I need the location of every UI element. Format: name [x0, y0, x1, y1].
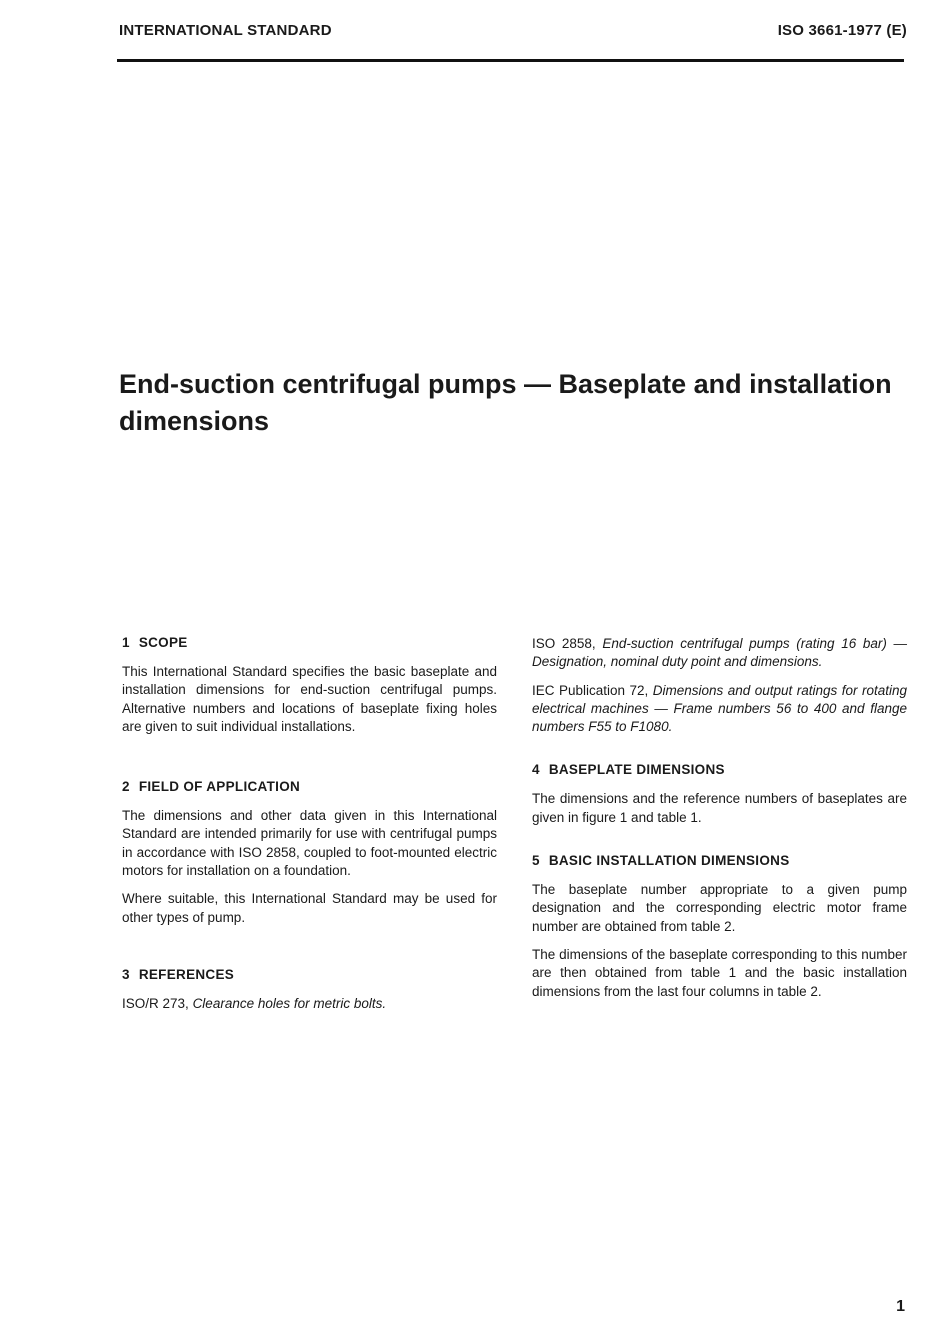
- reference-item: [122, 995, 497, 1013]
- section-title: SCOPE: [138, 635, 188, 650]
- reference-code: ISO 2858,: [532, 636, 596, 651]
- reference-code: IEC Publication 72,: [532, 682, 649, 698]
- section-title: REFERENCES: [138, 966, 235, 982]
- section-field-of-application: [122, 779, 497, 927]
- section-scope: [122, 635, 497, 736]
- section-heading: [122, 635, 497, 650]
- section-number: 5: [532, 853, 540, 869]
- paragraph: The dimensions of the baseplate corresponding to this number are then obtained from table 1 and the basic installation dimensions from the last four columns in table 2.: [532, 946, 907, 999]
- section-heading: [532, 762, 907, 777]
- paragraph: The dimensions and the reference numbers of baseplates are given in figure 1 and table 1.: [532, 791, 907, 825]
- section-heading: [122, 967, 497, 982]
- section-number: 3: [122, 966, 130, 982]
- header-rule: [117, 59, 904, 62]
- standard-number: ISO 3661-1977 (E): [777, 22, 907, 39]
- section-heading: [122, 779, 497, 794]
- section-references: [122, 967, 497, 1013]
- reference-code: ISO/R 273,: [122, 995, 189, 1011]
- reference-title: End-suction centrifugal pumps (rating 16 bar) — Designation, nominal duty point and dimensions.: [532, 636, 907, 670]
- paragraph: This International Standard specifies the basic baseplate and installation dimensions for end-suction centrifugal pumps. Alternative numbers and locations of baseplate fixing holes are given to suit individual installations.: [122, 664, 497, 734]
- page-number: 1: [896, 1298, 905, 1315]
- paragraph: Where suitable, this International Standard may be used for other types of pump.: [122, 891, 497, 925]
- paragraph: The dimensions and other data given in this International Standard are intended primarily for use with centrifugal pumps in accordance with ISO 2858, coupled to foot-mounted electric motors for installation on a foundation.: [122, 808, 497, 879]
- paragraph: The baseplate number appropriate to a given pump designation and the corresponding electric motor frame number are obtained from table 2.: [532, 882, 907, 934]
- section-number: 4: [532, 762, 540, 778]
- reference-title: Dimensions and output ratings for rotating electrical machines — Frame numbers 56 to 400 and flange numbers F55 to F1080.: [532, 682, 907, 735]
- section-title: BASEPLATE DIMENSIONS: [548, 762, 725, 778]
- document-title: End-suction centrifugal pumps — Baseplate and installation dimensions: [119, 369, 892, 436]
- section-heading: [532, 853, 907, 868]
- section-title: FIELD OF APPLICATION: [138, 779, 301, 795]
- left-column: [122, 635, 497, 1023]
- right-column: [532, 635, 907, 1011]
- section-number: 2: [122, 779, 130, 795]
- section-number: 1: [122, 635, 130, 650]
- section-basic-installation-dimensions: [532, 853, 907, 1001]
- reference-item: [532, 682, 907, 737]
- reference-item: [532, 635, 907, 672]
- reference-title: Clearance holes for metric bolts.: [192, 995, 387, 1011]
- section-baseplate-dimensions: [532, 762, 907, 827]
- section-title: BASIC INSTALLATION DIMENSIONS: [548, 853, 790, 869]
- document-type-label: INTERNATIONAL STANDARD: [119, 22, 332, 39]
